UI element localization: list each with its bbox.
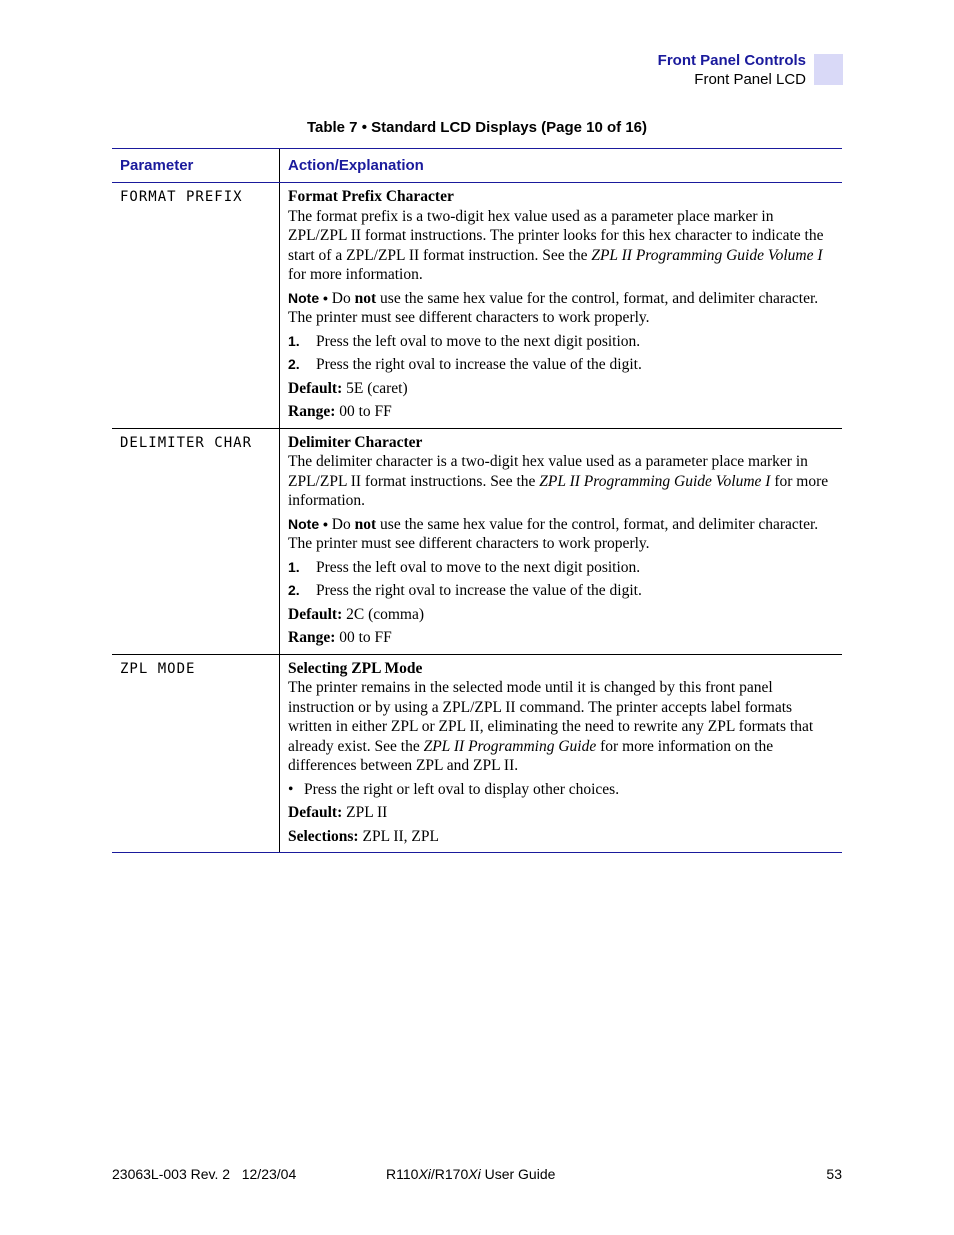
selections-value: Selections: ZPL II, ZPL	[288, 827, 439, 845]
row-description: The delimiter character is a two-digit hex value used as a parameter place marker in ZPL/ZPL II format instructions. See the ZPL II Programming Guide Volume I for more information.	[288, 453, 829, 509]
row-title: Selecting ZPL Mode	[288, 659, 423, 677]
table-row	[112, 429, 842, 655]
default-value: Default: ZPL II	[288, 804, 388, 821]
header-subsection-title: Front Panel LCD	[694, 71, 806, 88]
row-note: Note • Do not use the same hex value for the control, format, and delimiter character. The printer must see different characters to work properly.	[288, 289, 819, 326]
step-item: 2. Press the right oval to increase the value of the digit.	[288, 356, 642, 373]
step-item: 1. Press the left oval to move to the next digit position.	[288, 332, 641, 350]
table-row	[112, 183, 842, 429]
action-cell	[280, 183, 842, 428]
row-title: Delimiter Character	[288, 433, 423, 451]
parameter-cell: ZPL MODE	[112, 655, 280, 853]
range-value: Range: 00 to FF	[288, 403, 392, 420]
column-header-parameter: Parameter	[112, 149, 280, 182]
range-value: Range: 00 to FF	[288, 629, 392, 646]
action-cell	[280, 655, 842, 853]
header-tab-marker	[814, 54, 843, 85]
step-item: 2. Press the right oval to increase the value of the digit.	[288, 582, 642, 599]
table-header-row	[112, 149, 842, 183]
row-title: Format Prefix Character	[288, 188, 454, 205]
parameter-cell: FORMAT PREFIX	[112, 183, 280, 428]
row-note: Note • Do not use the same hex value for the control, format, and delimiter character. The printer must see different characters to work properly.	[288, 515, 819, 552]
footer-page-number: 53	[826, 1166, 842, 1182]
row-description: The format prefix is a two-digit hex value used as a parameter place marker in ZPL/ZPL II format instructions. The printer looks for this hex character to indicate the start of a ZPL/ZPL II format instruction. See the ZPL II Programming Guide Volume I for more information.	[288, 207, 824, 283]
step-item: 1. Press the left oval to move to the next digit position.	[288, 558, 641, 576]
action-cell	[280, 429, 842, 654]
header-section-title: Front Panel Controls	[657, 52, 806, 69]
default-value: Default: 2C (comma)	[288, 605, 425, 623]
footer-doc-info: 23063L-003 Rev. 2 12/23/04	[112, 1166, 297, 1182]
bullet-icon: •	[288, 780, 294, 798]
footer-guide-title: R110Xi/R170Xi User Guide	[386, 1166, 556, 1182]
lcd-display-table	[112, 148, 842, 853]
table-row	[112, 655, 842, 853]
bullet-item: • Press the right or left oval to display other choices.	[288, 780, 620, 798]
table-title: Table 7 • Standard LCD Displays (Page 10 of 16)	[306, 119, 648, 136]
default-value: Default: 5E (caret)	[288, 379, 408, 397]
running-header	[658, 52, 806, 90]
parameter-cell: DELIMITER CHAR	[112, 429, 280, 654]
row-description: The printer remains in the selected mode until it is changed by this front panel instruction or by using a ZPL/ZPL II command. The printer accepts label formats written in either ZPL or ZPL II, eliminating the need to rewrite any ZPL formats that already exist. See the ZPL II Programming Guide for more information on the differences between ZPL and ZPL II.	[288, 679, 814, 774]
column-header-action: Action/Explanation	[288, 157, 424, 174]
